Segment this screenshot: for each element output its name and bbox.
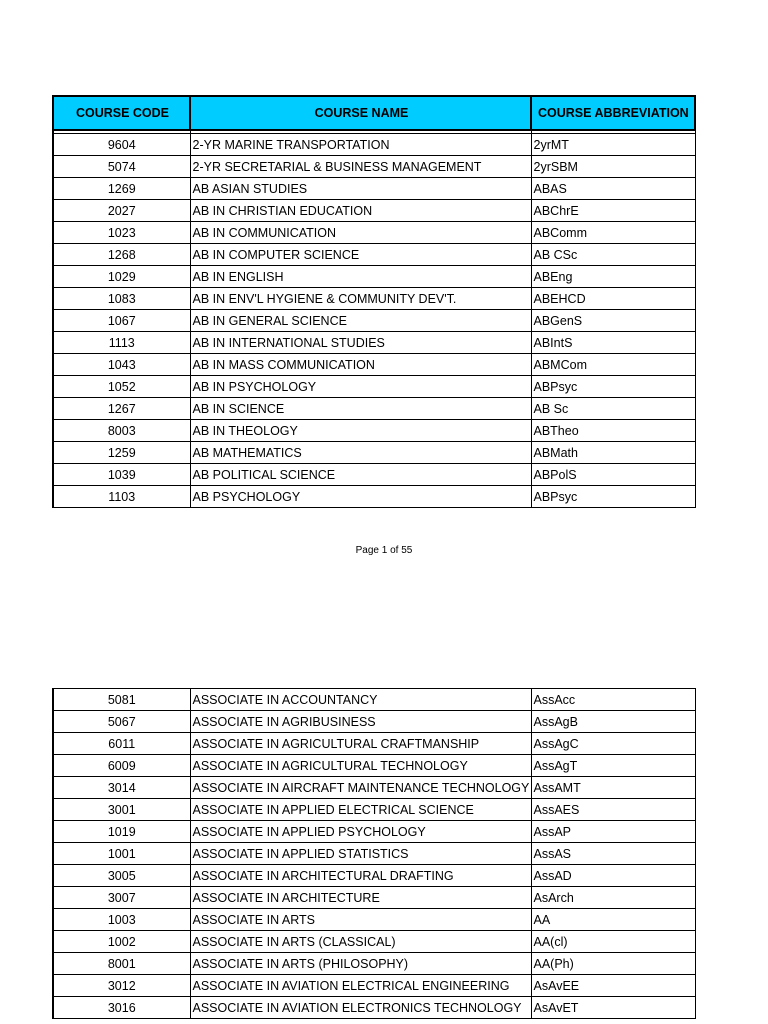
course-code-cell: 1039: [53, 464, 190, 486]
course-name-cell: 2-YR SECRETARIAL & BUSINESS MANAGEMENT: [190, 156, 531, 178]
table-header-row: [53, 96, 695, 130]
table-row: [53, 799, 695, 821]
table-row: [53, 931, 695, 953]
table-row: [53, 865, 695, 887]
table-row: [53, 266, 695, 288]
course-table-page-2: [52, 688, 696, 1019]
course-name-cell: AB ASIAN STUDIES: [190, 178, 531, 200]
course-code-cell: 1001: [53, 843, 190, 865]
course-name-cell: AB IN SCIENCE: [190, 398, 531, 420]
course-abbreviation-cell: ABChrE: [531, 200, 695, 222]
course-name-cell: ASSOCIATE IN AVIATION ELECTRICAL ENGINEERING: [190, 975, 531, 997]
course-name-cell: AB PSYCHOLOGY: [190, 486, 531, 508]
course-name-cell: ASSOCIATE IN AGRIBUSINESS: [190, 711, 531, 733]
table-row: [53, 354, 695, 376]
course-abbreviation-cell: AsAvEE: [531, 975, 695, 997]
course-abbreviation-cell: ABMath: [531, 442, 695, 464]
table-row: [53, 777, 695, 799]
course-abbreviation-cell: ABPolS: [531, 464, 695, 486]
table-row: [53, 997, 695, 1019]
course-code-cell: 1029: [53, 266, 190, 288]
course-abbreviation-cell: 2yrSBM: [531, 156, 695, 178]
table-row: [53, 288, 695, 310]
course-code-cell: 3016: [53, 997, 190, 1019]
course-name-cell: AB IN CHRISTIAN EDUCATION: [190, 200, 531, 222]
course-abbreviation-cell: AssAgB: [531, 711, 695, 733]
course-abbreviation-cell: ABIntS: [531, 332, 695, 354]
course-name-cell: AB IN COMPUTER SCIENCE: [190, 244, 531, 266]
course-name-cell: ASSOCIATE IN ARCHITECTURE: [190, 887, 531, 909]
course-name-cell: ASSOCIATE IN AVIATION ELECTRONICS TECHNOLOGY: [190, 997, 531, 1019]
course-code-cell: 8001: [53, 953, 190, 975]
course-abbreviation-cell: AssAcc: [531, 689, 695, 711]
course-code-cell: 1002: [53, 931, 190, 953]
course-code-cell: 1023: [53, 222, 190, 244]
course-code-cell: 3014: [53, 777, 190, 799]
table-row: [53, 486, 695, 508]
table-row: [53, 909, 695, 931]
table-row: [53, 332, 695, 354]
course-abbreviation-cell: AssAgT: [531, 755, 695, 777]
course-abbreviation-cell: AB Sc: [531, 398, 695, 420]
course-code-cell: 1269: [53, 178, 190, 200]
course-code-cell: 5067: [53, 711, 190, 733]
course-name-cell: ASSOCIATE IN ARTS: [190, 909, 531, 931]
course-code-cell: 1019: [53, 821, 190, 843]
course-name-cell: ASSOCIATE IN APPLIED STATISTICS: [190, 843, 531, 865]
course-name-cell: AB IN ENGLISH: [190, 266, 531, 288]
course-abbreviation-cell: ABPsyc: [531, 376, 695, 398]
course-abbreviation-cell: AA(Ph): [531, 953, 695, 975]
course-code-cell: 1103: [53, 486, 190, 508]
course-code-cell: 5081: [53, 689, 190, 711]
course-code-cell: 6009: [53, 755, 190, 777]
table-row: [53, 310, 695, 332]
course-code-cell: 2027: [53, 200, 190, 222]
table-row: [53, 843, 695, 865]
course-abbreviation-cell: ABTheo: [531, 420, 695, 442]
table-row: [53, 244, 695, 266]
table-row: [53, 398, 695, 420]
course-abbreviation-cell: ABPsyc: [531, 486, 695, 508]
course-code-cell: 3012: [53, 975, 190, 997]
course-code-cell: 1052: [53, 376, 190, 398]
course-code-cell: 1268: [53, 244, 190, 266]
table-row: [53, 953, 695, 975]
table-row: [53, 689, 695, 711]
table-row: [53, 134, 695, 156]
course-abbreviation-cell: AssAP: [531, 821, 695, 843]
course-abbreviation-cell: 2yrMT: [531, 134, 695, 156]
table-row: [53, 821, 695, 843]
course-code-cell: 1043: [53, 354, 190, 376]
page-number: Page 1 of 55: [355, 545, 413, 556]
course-code-cell: 1267: [53, 398, 190, 420]
course-code-cell: 9604: [53, 134, 190, 156]
course-abbreviation-cell: AsAvET: [531, 997, 695, 1019]
course-abbreviation-cell: AssAES: [531, 799, 695, 821]
course-name-cell: ASSOCIATE IN AIRCRAFT MAINTENANCE TECHNOLOGY: [190, 777, 531, 799]
course-code-cell: 8003: [53, 420, 190, 442]
table-row: [53, 755, 695, 777]
table-row: [53, 733, 695, 755]
course-rows-page-1: [53, 134, 695, 508]
table-row: [53, 975, 695, 997]
course-abbreviation-cell: AA(cl): [531, 931, 695, 953]
course-table-page-1: [52, 95, 696, 508]
course-abbreviation-cell: ABComm: [531, 222, 695, 244]
table-row: [53, 156, 695, 178]
course-name-cell: ASSOCIATE IN AGRICULTURAL CRAFTMANSHIP: [190, 733, 531, 755]
course-abbreviation-cell: ABEng: [531, 266, 695, 288]
course-name-cell: ASSOCIATE IN ARTS (CLASSICAL): [190, 931, 531, 953]
table-row: [53, 420, 695, 442]
table-row: [53, 222, 695, 244]
course-abbreviation-cell: ABGenS: [531, 310, 695, 332]
course-abbreviation-cell: AsArch: [531, 887, 695, 909]
course-name-cell: AB IN GENERAL SCIENCE: [190, 310, 531, 332]
course-abbreviation-cell: AssAMT: [531, 777, 695, 799]
course-name-cell: AB IN MASS COMMUNICATION: [190, 354, 531, 376]
course-name-cell: ASSOCIATE IN AGRICULTURAL TECHNOLOGY: [190, 755, 531, 777]
course-name-cell: AB POLITICAL SCIENCE: [190, 464, 531, 486]
course-name-cell: ASSOCIATE IN APPLIED PSYCHOLOGY: [190, 821, 531, 843]
course-name-cell: AB MATHEMATICS: [190, 442, 531, 464]
course-code-cell: 5074: [53, 156, 190, 178]
table-row: [53, 200, 695, 222]
course-code-cell: 1113: [53, 332, 190, 354]
course-code-cell: 1003: [53, 909, 190, 931]
header-course-abbreviation: COURSE ABBREVIATION: [531, 96, 695, 130]
course-name-cell: AB IN THEOLOGY: [190, 420, 531, 442]
course-name-cell: 2-YR MARINE TRANSPORTATION: [190, 134, 531, 156]
course-name-cell: ASSOCIATE IN ACCOUNTANCY: [190, 689, 531, 711]
course-name-cell: AB IN ENV'L HYGIENE & COMMUNITY DEV'T.: [190, 288, 531, 310]
course-abbreviation-cell: AA: [531, 909, 695, 931]
header-course-code: COURSE CODE: [53, 96, 190, 130]
table-row: [53, 464, 695, 486]
course-name-cell: AB IN PSYCHOLOGY: [190, 376, 531, 398]
course-name-cell: ASSOCIATE IN ARCHITECTURAL DRAFTING: [190, 865, 531, 887]
course-abbreviation-cell: AssAgC: [531, 733, 695, 755]
course-abbreviation-cell: AssAD: [531, 865, 695, 887]
course-name-cell: ASSOCIATE IN APPLIED ELECTRICAL SCIENCE: [190, 799, 531, 821]
course-code-cell: 3001: [53, 799, 190, 821]
table-row: [53, 442, 695, 464]
table-row: [53, 376, 695, 398]
course-code-cell: 1083: [53, 288, 190, 310]
course-rows-page-2: [53, 689, 695, 1019]
header-course-name: COURSE NAME: [190, 96, 531, 130]
course-abbreviation-cell: AB CSc: [531, 244, 695, 266]
table-row: [53, 178, 695, 200]
course-abbreviation-cell: ABAS: [531, 178, 695, 200]
course-code-cell: 1259: [53, 442, 190, 464]
course-code-cell: 6011: [53, 733, 190, 755]
course-name-cell: ASSOCIATE IN ARTS (PHILOSOPHY): [190, 953, 531, 975]
course-code-cell: 1067: [53, 310, 190, 332]
course-abbreviation-cell: AssAS: [531, 843, 695, 865]
table-row: [53, 711, 695, 733]
course-code-cell: 3005: [53, 865, 190, 887]
course-code-cell: 3007: [53, 887, 190, 909]
course-abbreviation-cell: ABMCom: [531, 354, 695, 376]
table-row: [53, 887, 695, 909]
course-abbreviation-cell: ABEHCD: [531, 288, 695, 310]
course-name-cell: AB IN COMMUNICATION: [190, 222, 531, 244]
course-name-cell: AB IN INTERNATIONAL STUDIES: [190, 332, 531, 354]
